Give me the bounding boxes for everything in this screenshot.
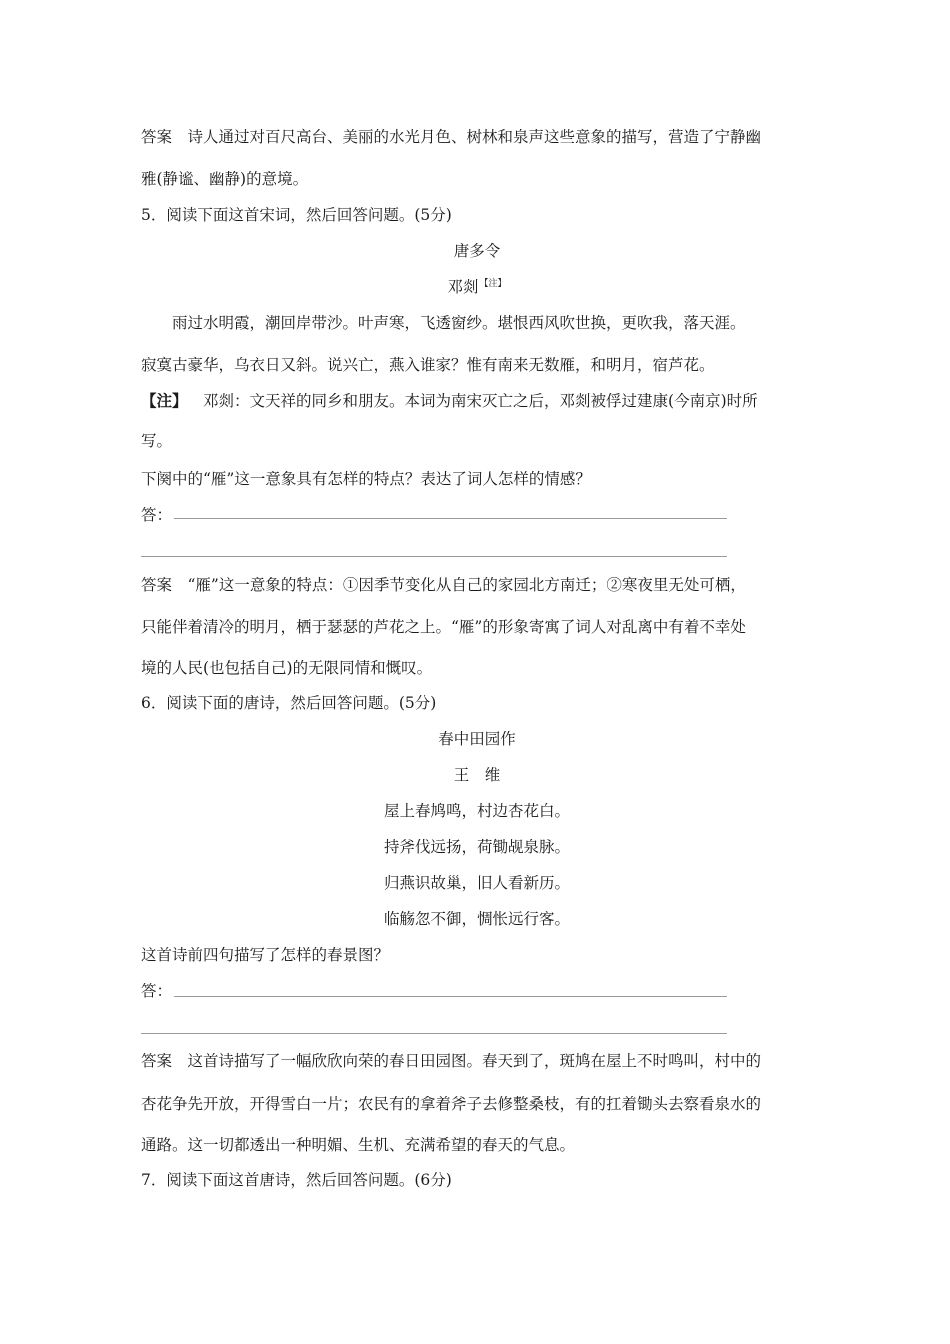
- q6-poem-line-1: 屋上春鸠鸣，村边杏花白。: [383, 802, 570, 820]
- q5-answer-line-2: 只能伴着清冷的明月，栖于瑟瑟的芦花之上。“雁”的形象寄寓了词人对乱离中有着不幸处: [141, 618, 746, 636]
- q5-answer-blank-1[interactable]: [174, 518, 727, 519]
- q5-answer-blank-2[interactable]: [141, 556, 727, 557]
- q5-note-line-1: [141, 390, 813, 412]
- q5-note-text: 邓剡：文天祥的同乡和朋友。本词为南宋灭亡之后，邓剡被俘过建康(今南京)时所: [203, 392, 758, 410]
- q5-question: 下阕中的“雁”这一意象具有怎样的特点？表达了词人怎样的情感？: [141, 470, 591, 488]
- q6-answer-blank-1[interactable]: [174, 996, 727, 997]
- q6-answer-line-1: 答案 这首诗描写了一幅欣欣向荣的春日田园图。春天到了，斑鸠在屋上不时鸣叫，村中的: [141, 1052, 762, 1070]
- q5-poem-line-1: 雨过水明霞，潮回岸带沙。叶声寒，飞透窗纱。堪恨西风吹世换，更吹我，落天涯。: [172, 314, 746, 332]
- q5-author-name: 邓剡: [447, 278, 479, 296]
- q5-author-note-mark: 【注】: [479, 279, 507, 289]
- q5-poem-line-2: 寂寞古豪华，乌衣日又斜。说兴亡，燕入谁家？惟有南来无数雁，和明月，宿芦花。: [141, 356, 715, 374]
- q5-answer-line-3: 境的人民(也包括自己)的无限同情和慨叹。: [141, 659, 433, 677]
- q5-prompt: 5．阅读下面这首宋词，然后回答问题。(5分): [141, 206, 452, 224]
- q6-question: 这首诗前四句描写了怎样的春景图？: [141, 946, 390, 964]
- q7-prompt: 7．阅读下面这首唐诗，然后回答问题。(6分): [141, 1171, 452, 1189]
- q4-answer-line-1: 答案 诗人通过对百尺高台、美丽的水光月色、树林和泉声这些意象的描写，营造了宁静幽: [141, 128, 762, 146]
- q6-poem-line-3: 归燕识故巢，旧人看新历。: [383, 874, 570, 892]
- q4-answer-line-2: 雅(静谧、幽静)的意境。: [141, 170, 309, 188]
- q6-poem-line-2: 持斧伐远扬，荷锄觇泉脉。: [383, 838, 570, 856]
- q5-note-line-2: 写。: [141, 432, 173, 450]
- q6-poem-line-4: 临觞忽不御，惆怅远行客。: [383, 910, 570, 928]
- q5-poem-author: [141, 276, 813, 301]
- q6-poem-title: 春中田园作: [438, 730, 516, 748]
- q5-note-label: 【注】: [141, 391, 188, 410]
- q6-answer-line-2: 杏花争先开放，开得雪白一片；农民有的拿着斧子去修整桑枝，有的扛着锄头去察看泉水的: [141, 1095, 762, 1113]
- q6-prompt: 6．阅读下面的唐诗，然后回答问题。(5分): [141, 694, 437, 712]
- q5-answer-label: 答：: [141, 506, 173, 524]
- q5-poem-title: 唐多令: [453, 242, 501, 260]
- q6-poem-author: 王 维: [453, 766, 501, 784]
- q6-answer-line-3: 通路。这一切都透出一种明媚、生机、充满希望的春天的气息。: [141, 1136, 576, 1154]
- q5-answer-line-1: 答案 “雁”这一意象的特点：①因季节变化从自己的家园北方南迁；②寒夜里无处可栖，: [141, 576, 746, 594]
- q6-answer-label: 答：: [141, 982, 173, 1000]
- q6-answer-blank-2[interactable]: [141, 1033, 727, 1034]
